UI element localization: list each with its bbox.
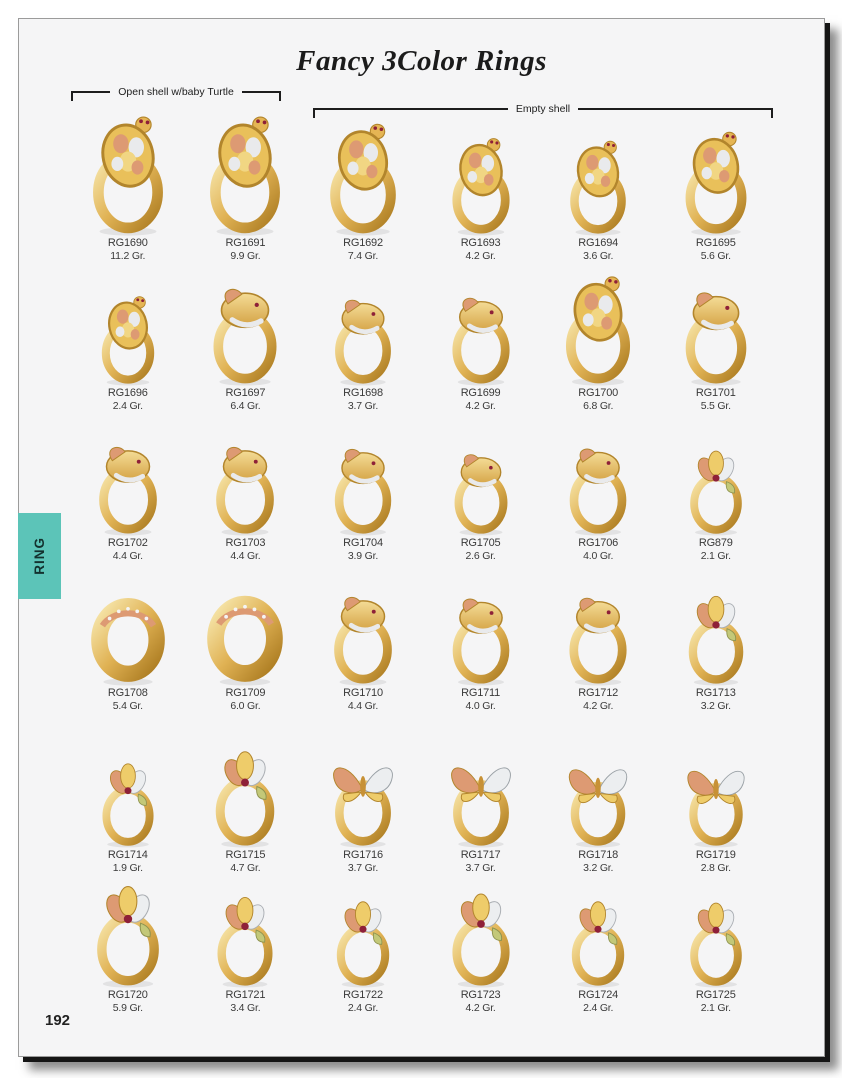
product-cell bbox=[304, 875, 422, 1015]
product-cell bbox=[69, 875, 187, 1015]
product-cell bbox=[657, 563, 775, 713]
page-title: Fancy 3Color Rings bbox=[296, 45, 547, 77]
turtle-ring-photo bbox=[548, 113, 648, 235]
product-weight: 9.9 Gr. bbox=[230, 250, 261, 262]
product-weight: 4.4 Gr. bbox=[347, 700, 379, 712]
product-cell bbox=[187, 263, 305, 413]
swan-ring-photo bbox=[666, 263, 766, 385]
product-row bbox=[69, 563, 775, 713]
product-weight: 5.4 Gr. bbox=[112, 700, 143, 712]
product-code: RG1716 bbox=[343, 849, 383, 861]
bracket-right-tick bbox=[279, 91, 281, 101]
product-weight: 2.1 Gr. bbox=[700, 550, 731, 562]
flower-ring-photo bbox=[431, 875, 531, 987]
product-code: RG1693 bbox=[460, 237, 501, 249]
product-cell bbox=[422, 113, 540, 263]
product-cell bbox=[539, 113, 657, 263]
product-code: RG1705 bbox=[460, 537, 501, 549]
band-ring-photo bbox=[78, 563, 178, 685]
product-code: RG1722 bbox=[343, 989, 383, 1001]
dragonfly-ring-photo bbox=[666, 713, 766, 847]
product-weight: 4.0 Gr. bbox=[583, 550, 614, 562]
product-code: RG1715 bbox=[225, 849, 266, 861]
product-weight: 4.2 Gr. bbox=[465, 250, 496, 262]
dolphin-ring-photo bbox=[313, 563, 413, 685]
product-code: RG1724 bbox=[578, 989, 619, 1001]
product-cell bbox=[539, 713, 657, 875]
product-code: RG1712 bbox=[578, 687, 619, 699]
product-weight: 7.4 Gr. bbox=[347, 250, 379, 262]
product-cell bbox=[69, 113, 187, 263]
catalog-page bbox=[18, 18, 825, 1057]
product-weight: 3.2 Gr. bbox=[700, 700, 731, 712]
elephant-ring-photo bbox=[78, 413, 178, 535]
turtle-ring-photo bbox=[313, 113, 413, 235]
band-ring-photo bbox=[195, 563, 295, 685]
product-cell bbox=[539, 413, 657, 563]
product-cell bbox=[422, 413, 540, 563]
product-weight: 3.4 Gr. bbox=[230, 1002, 261, 1014]
product-cell bbox=[539, 263, 657, 413]
bracket-line bbox=[242, 91, 279, 93]
product-cell bbox=[422, 263, 540, 413]
product-code: RG1721 bbox=[225, 989, 266, 1001]
dolphin-ring-photo bbox=[431, 563, 531, 685]
product-code: RG1691 bbox=[225, 237, 266, 249]
product-row bbox=[69, 113, 775, 263]
product-cell bbox=[304, 263, 422, 413]
product-weight: 6.4 Gr. bbox=[230, 400, 261, 412]
product-weight: 4.2 Gr. bbox=[465, 1002, 496, 1014]
product-cell bbox=[657, 113, 775, 263]
group-label-open-shell: Open shell w/baby Turtle bbox=[118, 86, 234, 98]
product-cell bbox=[422, 563, 540, 713]
product-weight: 4.0 Gr. bbox=[465, 700, 496, 712]
product-code: RG1694 bbox=[578, 237, 619, 249]
product-cell bbox=[187, 563, 305, 713]
product-weight: 2.1 Gr. bbox=[700, 1002, 731, 1014]
section-tab-ring bbox=[18, 513, 61, 599]
elephant-ring-photo bbox=[548, 413, 648, 535]
product-weight: 3.7 Gr. bbox=[347, 862, 379, 874]
product-weight: 1.9 Gr. bbox=[112, 862, 143, 874]
product-weight: 2.4 Gr. bbox=[112, 400, 143, 412]
product-weight: 5.6 Gr. bbox=[700, 250, 731, 262]
product-cell bbox=[187, 113, 305, 263]
product-cell bbox=[539, 875, 657, 1015]
flower-ring-photo bbox=[313, 875, 413, 987]
product-row bbox=[69, 263, 775, 413]
product-weight: 4.7 Gr. bbox=[230, 862, 261, 874]
product-weight: 2.8 Gr. bbox=[700, 862, 731, 874]
elephant-ring-photo bbox=[313, 413, 413, 535]
product-row bbox=[69, 875, 775, 1015]
product-weight: 4.4 Gr. bbox=[230, 550, 261, 562]
product-weight: 2.6 Gr. bbox=[465, 550, 496, 562]
product-weight: 4.2 Gr. bbox=[583, 700, 614, 712]
product-code: RG1725 bbox=[695, 989, 736, 1001]
product-weight: 3.9 Gr. bbox=[347, 550, 379, 562]
group-bracket-open-shell bbox=[71, 86, 281, 101]
flower-ring-photo bbox=[195, 713, 295, 847]
product-code: RG1709 bbox=[225, 687, 266, 699]
flower-ring-photo bbox=[666, 563, 766, 685]
product-cell bbox=[657, 875, 775, 1015]
flower-ring-photo bbox=[666, 875, 766, 987]
bracket-line bbox=[73, 91, 110, 93]
frog-ring-photo bbox=[195, 263, 295, 385]
product-cell bbox=[187, 413, 305, 563]
product-weight: 6.8 Gr. bbox=[583, 400, 614, 412]
product-code: RG1704 bbox=[343, 537, 383, 549]
product-code: RG1706 bbox=[578, 537, 619, 549]
product-cell bbox=[422, 875, 540, 1015]
product-cell bbox=[187, 875, 305, 1015]
product-weight: 5.9 Gr. bbox=[112, 1002, 143, 1014]
product-cell bbox=[69, 563, 187, 713]
product-weight: 3.6 Gr. bbox=[583, 250, 614, 262]
product-code: RG1708 bbox=[107, 687, 148, 699]
butterfly-ring-photo bbox=[313, 713, 413, 847]
butterfly-ring-photo bbox=[431, 713, 531, 847]
bracket-line bbox=[578, 108, 771, 110]
product-cell bbox=[657, 413, 775, 563]
product-grid bbox=[69, 113, 775, 1015]
product-code: RG1711 bbox=[461, 687, 501, 699]
product-code: RG1699 bbox=[460, 387, 501, 399]
product-code: RG1720 bbox=[107, 989, 148, 1001]
turtle-ring-photo bbox=[78, 263, 178, 385]
product-weight: 4.2 Gr. bbox=[465, 400, 496, 412]
dolphin-ring-photo bbox=[548, 563, 648, 685]
product-code: RG1710 bbox=[343, 687, 383, 699]
product-code: RG1701 bbox=[695, 387, 736, 399]
product-weight: 6.0 Gr. bbox=[230, 700, 261, 712]
product-weight: 4.4 Gr. bbox=[112, 550, 143, 562]
product-code: RG879 bbox=[698, 537, 733, 549]
product-code: RG1713 bbox=[695, 687, 736, 699]
product-code: RG1717 bbox=[460, 849, 501, 861]
frog-ring-photo bbox=[313, 263, 413, 385]
bracket-line bbox=[315, 108, 508, 110]
product-code: RG1698 bbox=[343, 387, 383, 399]
elephant-ring-photo bbox=[431, 413, 531, 535]
product-cell bbox=[69, 263, 187, 413]
product-code: RG1700 bbox=[578, 387, 619, 399]
turtle-ring-photo bbox=[78, 113, 178, 235]
product-cell bbox=[69, 413, 187, 563]
product-code: RG1718 bbox=[578, 849, 619, 861]
product-weight: 2.4 Gr. bbox=[347, 1002, 379, 1014]
turtle-ring-photo bbox=[195, 113, 295, 235]
product-code: RG1692 bbox=[343, 237, 383, 249]
product-weight: 5.5 Gr. bbox=[700, 400, 731, 412]
product-weight: 11.2 Gr. bbox=[110, 250, 146, 262]
product-code: RG1719 bbox=[695, 849, 736, 861]
turtle-ring-photo bbox=[431, 113, 531, 235]
flower-ring-photo bbox=[195, 875, 295, 987]
product-weight: 3.2 Gr. bbox=[583, 862, 614, 874]
product-cell bbox=[187, 713, 305, 875]
product-weight: 3.7 Gr. bbox=[465, 862, 496, 874]
product-cell bbox=[657, 713, 775, 875]
product-cell bbox=[69, 713, 187, 875]
product-code: RG1723 bbox=[460, 989, 501, 1001]
turtle-ring-photo bbox=[666, 113, 766, 235]
group-label-empty-shell: Empty shell bbox=[515, 103, 571, 115]
product-cell bbox=[422, 713, 540, 875]
knot-ring-photo bbox=[78, 713, 178, 847]
product-code: RG1697 bbox=[225, 387, 266, 399]
product-weight: 2.4 Gr. bbox=[583, 1002, 614, 1014]
frog-ring-photo bbox=[431, 263, 531, 385]
product-code: RG1695 bbox=[695, 237, 736, 249]
elephant-ring-photo bbox=[195, 413, 295, 535]
product-cell bbox=[539, 563, 657, 713]
product-code: RG1696 bbox=[107, 387, 148, 399]
product-cell bbox=[304, 563, 422, 713]
product-code: RG1690 bbox=[107, 237, 148, 249]
section-tab-label: RING bbox=[32, 537, 47, 575]
lobster-ring-photo bbox=[548, 263, 648, 385]
product-cell bbox=[304, 713, 422, 875]
product-code: RG1714 bbox=[107, 849, 148, 861]
product-code: RG1703 bbox=[225, 537, 266, 549]
flower-ring-photo bbox=[548, 875, 648, 987]
product-cell bbox=[657, 263, 775, 413]
flower-ring-photo bbox=[666, 413, 766, 535]
flower-ring-photo bbox=[78, 875, 178, 987]
product-row bbox=[69, 413, 775, 563]
product-cell bbox=[304, 413, 422, 563]
product-code: RG1702 bbox=[107, 537, 148, 549]
product-cell bbox=[304, 113, 422, 263]
page-number: 192 bbox=[45, 1012, 71, 1029]
product-row bbox=[69, 713, 775, 875]
product-weight: 3.7 Gr. bbox=[347, 400, 379, 412]
butterfly-ring-photo bbox=[548, 713, 648, 847]
